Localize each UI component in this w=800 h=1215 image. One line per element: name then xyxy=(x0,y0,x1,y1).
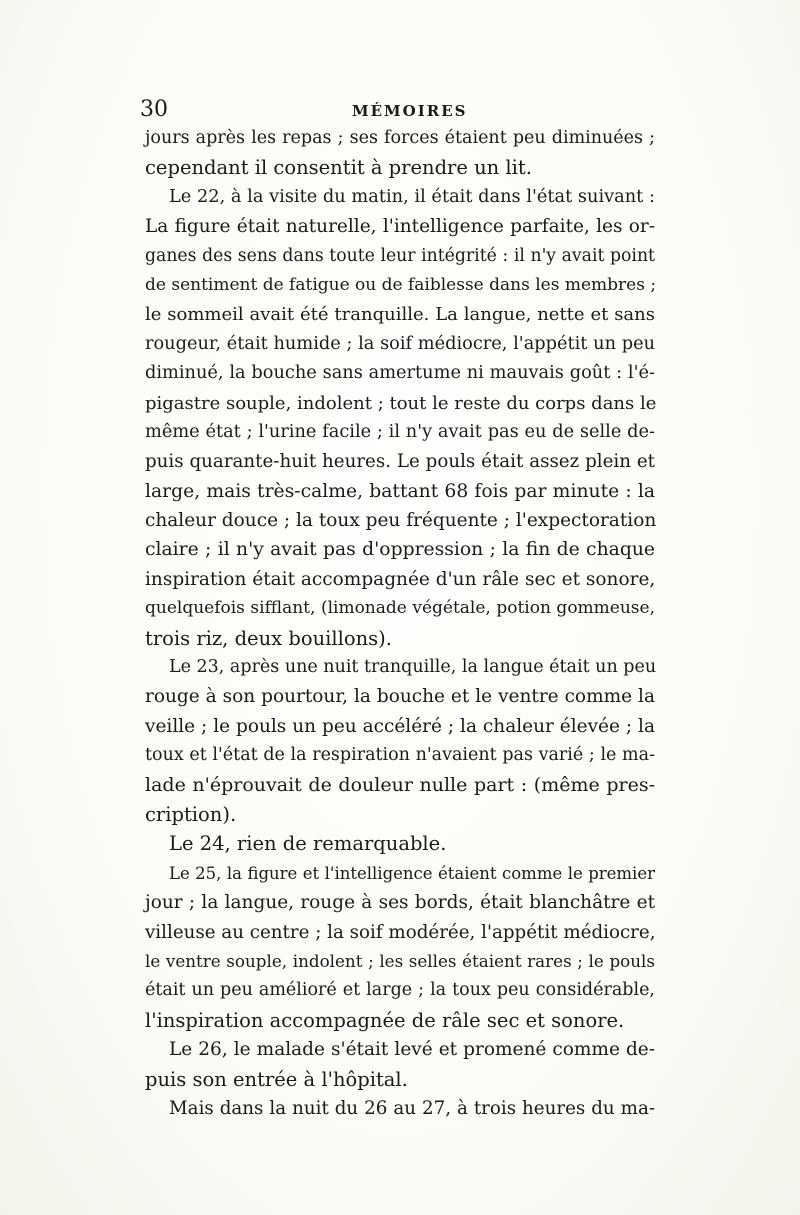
body-text xyxy=(145,124,655,1123)
text-line: Le 23, après une nuit tranquille, la langue était un peu xyxy=(169,657,657,678)
text-line: était un peu amélioré et large ; la toux peu considérable, xyxy=(145,980,655,1001)
text-line: puis son entrée à l'hôpital. xyxy=(145,1067,408,1091)
text-line: l'inspiration accompagnée de râle sec et sonore. xyxy=(145,1008,625,1032)
text-line: La figure était naturelle, l'intelligence parfaite, les or- xyxy=(145,216,655,238)
text-line: puis quarante-huit heures. Le pouls était assez plein et xyxy=(145,451,655,473)
text-line: Le 25, la figure et l'intelligence étaient comme le premier xyxy=(169,863,655,883)
page-number: 30 xyxy=(140,97,168,122)
text-line: rouge à son pourtour, la bouche et le ventre comme la xyxy=(145,686,655,708)
text-line: jours après les repas ; ses forces étaient peu diminuées ; xyxy=(145,128,655,148)
text-line: rougeur, était humide ; la soif médiocre, l'appétit un peu xyxy=(145,333,655,354)
text-line: villeuse au centre ; la soif modérée, l'appétit médiocre, xyxy=(145,921,656,943)
text-line: cription). xyxy=(145,802,237,826)
text-line: Le 26, le malade s'était levé et promené comme de- xyxy=(169,1039,655,1061)
text-line: pigastre souple, indolent ; tout le reste du corps dans le xyxy=(145,392,657,414)
text-line: trois riz, deux bouillons). xyxy=(145,626,392,650)
text-line: de sentiment de fatigue ou de faiblesse dans les membres ; xyxy=(145,274,657,295)
text-line: diminué, la bouche sans amertume ni mauvais goût : l'é- xyxy=(145,363,655,384)
text-line: toux et l'état de la respiration n'avaient pas varié ; le ma- xyxy=(145,745,655,766)
text-line: large, mais très-calme, battant 68 fois par minute : la xyxy=(145,480,655,502)
text-line: jour ; la langue, rouge à ses bords, était blanchâtre et xyxy=(145,892,655,914)
text-line: le ventre souple, indolent ; les selles étaient rares ; le pouls xyxy=(145,950,655,971)
text-line: cependant il consentit à prendre un lit. xyxy=(145,156,532,180)
text-line: inspiration était accompagnée d'un râle sec et sonore, xyxy=(145,568,656,590)
text-line: le sommeil avait été tranquille. La langue, nette et sans xyxy=(145,304,655,326)
text-line: lade n'éprouvait de douleur nulle part : (même pres- xyxy=(145,773,655,796)
text-line: ganes des sens dans toute leur intégrité : il n'y avait point xyxy=(145,245,655,266)
text-line: Le 22, à la visite du matin, il était dans l'état suivant : xyxy=(169,186,655,207)
text-line: Mais dans la nuit du 26 au 27, à trois heures du ma- xyxy=(169,1097,655,1119)
text-line: claire ; il n'y avait pas d'oppression ; la fin de chaque xyxy=(145,539,655,561)
running-head: MÉMOIRES xyxy=(352,102,468,120)
text-line: chaleur douce ; la toux peu fréquente ; l'expectoration xyxy=(145,510,657,532)
text-line: Le 24, rien de remarquable. xyxy=(169,832,447,856)
text-line: veille ; le pouls un peu accéléré ; la chaleur élevée ; la xyxy=(145,715,655,737)
page-header xyxy=(140,96,660,126)
text-line: même état ; l'urine facile ; il n'y avait pas eu de selle de- xyxy=(145,421,655,442)
text-line: quelquefois sifflant, (limonade végétale, potion gommeuse, xyxy=(145,598,655,619)
